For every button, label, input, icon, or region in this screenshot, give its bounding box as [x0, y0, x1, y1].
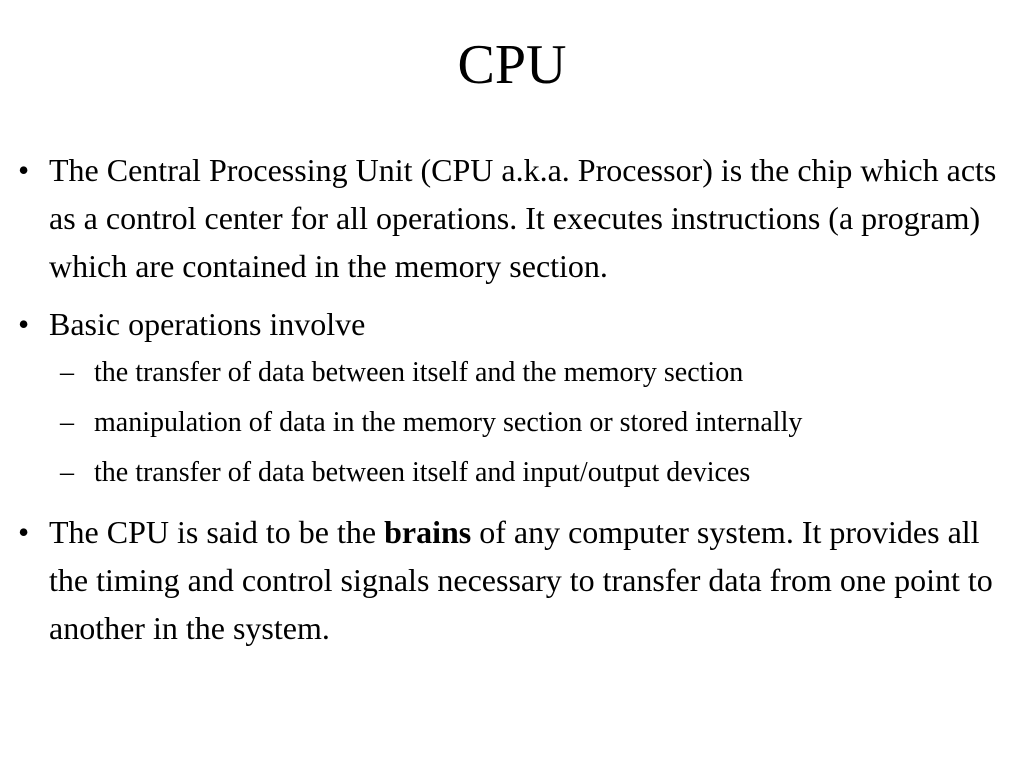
- bullet-text-before: The CPU is said to be the: [49, 514, 385, 550]
- sub-bullet-item-transfer-memory: [18, 348, 1018, 398]
- bullet-text: Basic operations involve: [49, 306, 366, 342]
- dash-icon: –: [60, 357, 74, 388]
- sub-bullet-text: manipulation of data in the memory section or stored internally: [94, 407, 803, 438]
- sub-bullet-item-transfer-io: [18, 448, 1018, 498]
- bullet-item-basic-operations: [18, 300, 1018, 348]
- bullet-item-cpu-brains: [18, 508, 1018, 652]
- sub-bullet-text: the transfer of data between itself and the memory section: [94, 357, 744, 388]
- bullet-text: The Central Processing Unit (CPU a.k.a. Processor) is the chip which acts as a control center for all operations. It executes instructions (a program) which are contained in the memory section.: [49, 152, 997, 284]
- dash-icon: –: [60, 457, 74, 488]
- slide-title: CPU: [457, 34, 567, 96]
- bullet-text-bold: brains: [384, 514, 472, 550]
- bullet-item-cpu-definition: [18, 146, 1018, 290]
- bullet-text-after: of any computer system. It provides all the timing and control signals necessary to transfer data from one point to another in the system.: [49, 514, 993, 646]
- bullet-icon: •: [18, 152, 30, 188]
- sub-bullet-text: the transfer of data between itself and input/output devices: [94, 457, 751, 488]
- dash-icon: –: [60, 407, 74, 438]
- sub-bullet-item-manipulation: [18, 398, 1018, 448]
- bullet-icon: •: [18, 306, 30, 342]
- bullet-icon: •: [18, 514, 30, 550]
- bullet-list: [18, 146, 1018, 652]
